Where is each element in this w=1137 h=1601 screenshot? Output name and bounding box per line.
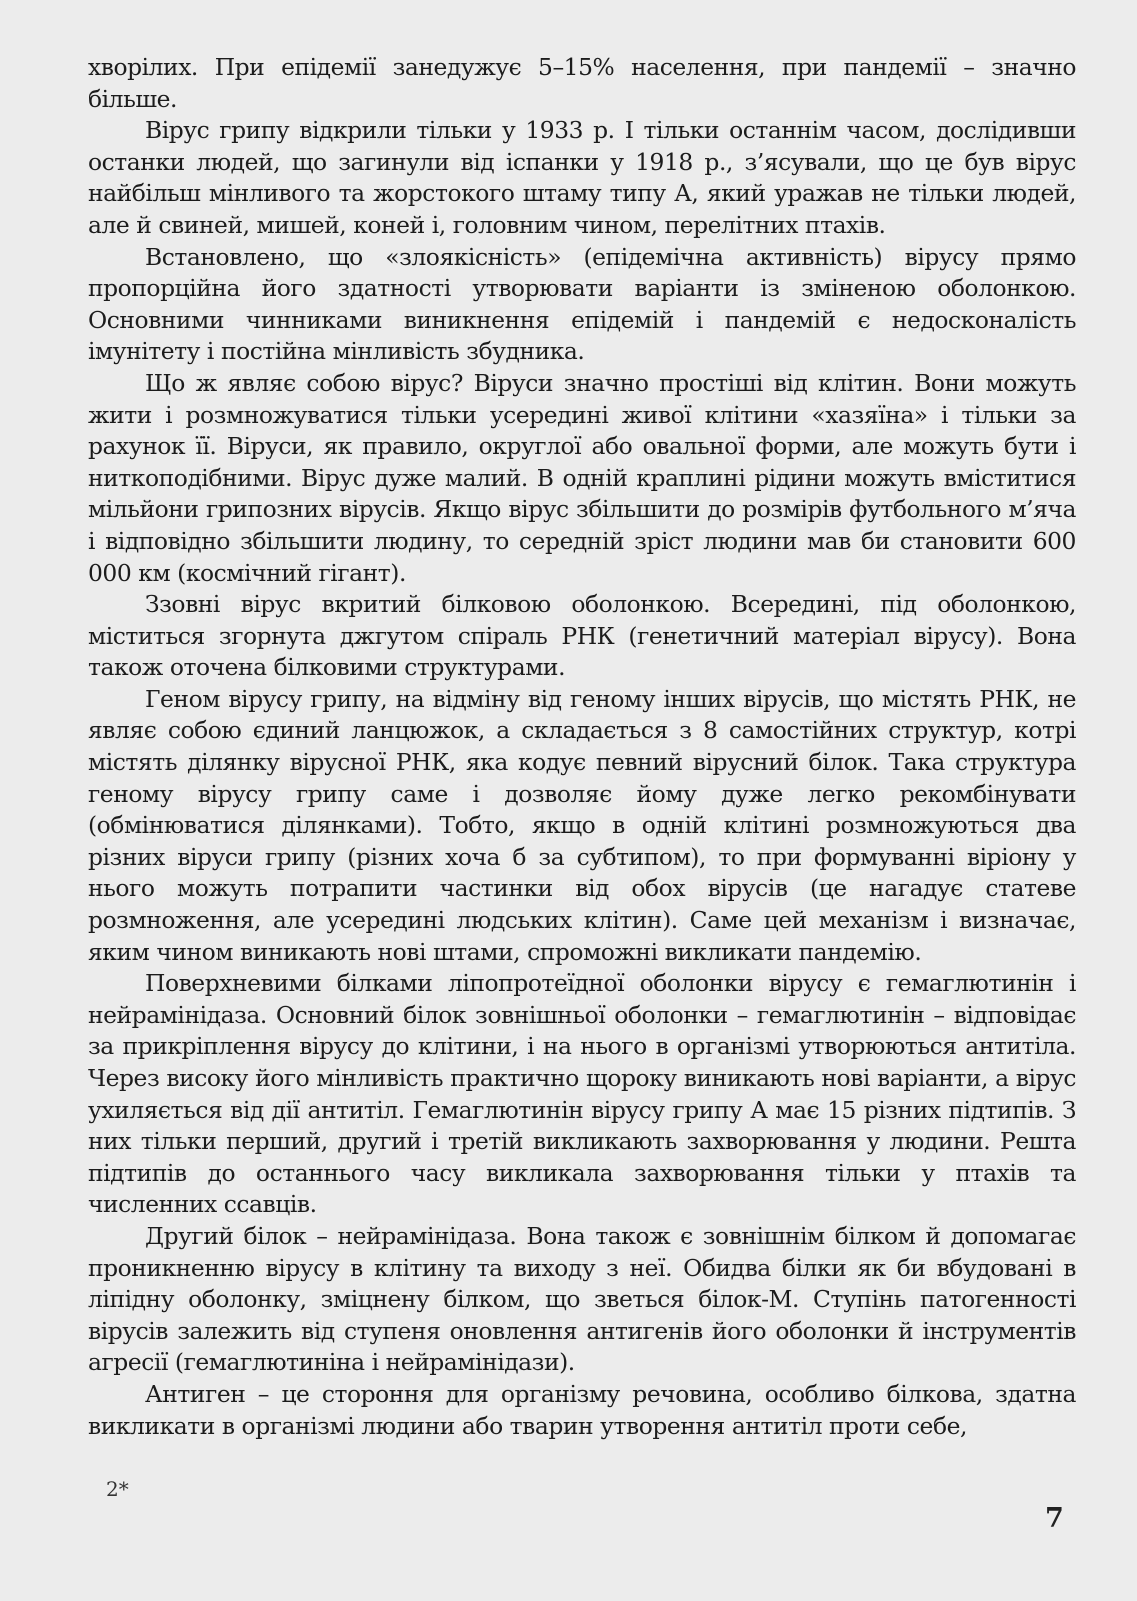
paragraph-virus-discovery: Вірус грипу відкрили тільки у 1933 р. І тільки останнім часом, дослідивши останки людей, що загинули від іспанки у 1918 р., з’ясували, що це був вірус найбільш мінливого та жорстокого штаму типу А, який уражав не тільки людей, але й свиней, мишей, коней і, головним чином, перелітних птахів. <box>88 116 1076 239</box>
page-number: 7 <box>1045 1503 1064 1534</box>
paragraph-genome: Геном вірусу грипу, на відміну від геному інших вірусів, що містять РНК, не являє собою єдиний ланцюжок, а складається з 8 самостійних структур, котрі містять ділянку вірусної РНК, яка кодує певний вірусний білок. Така структура геному вірусу грипу саме і дозволяє йому дуже легко рекомбінувати (обмінюватися ділянками). Тобто, якщо в одній клітині розмножуються два різних віруси грипу (різних хоча б за субтипом), то при формуванні віріону у нього можуть потрапити частинки від обох вірусів (це нагадує статеве розмноження, але усередині людських клітин). Саме цей механізм і визначає, яким чином виникають нові штами, спроможні викликати пандемію. <box>88 684 1076 966</box>
paragraph-antigen: Антиген – це стороння для організму речовина, особливо білкова, здатна викликати в організмі людини або тварин утворення антитіл проти себе, <box>88 1379 1076 1440</box>
paragraph-virus-structure: Ззовні вірус вкритий білковою оболонкою. Всередині, під оболонкою, міститься згорнута джгутом спіраль РНК (генетичний матеріал вірусу). Вона також оточена білковими структурами. <box>88 590 1076 682</box>
paragraph-surface-proteins: Поверхневими білками ліпопротеїдної оболонки вірусу є гемаглютинін і нейрамінідаза. Основний білок зовнішньої оболонки – гемаглютинін – відповідає за прикріплення вірусу до клітини, і на нього в організмі утворюються антитіла. Через високу його мінливість практично щороку виникають нові варіанти, а вірус ухиляється від дії антитіл. Гемаглютинін вірусу грипу А має 15 різних підтипів. З них тільки перший, другий і третій викликають захворювання у людини. Решта підтипів до останнього часу викликала захворювання тільки у птахів та численних ссавців. <box>88 969 1076 1219</box>
paragraph-neuraminidase: Другий білок – нейрамінідаза. Вона також є зовнішнім білком й допомагає проникненню вірусу в клітину та виходу з неї. Обидва білки як би вбудовані в ліпідну оболонку, зміцнену білком, що зветься білок-М. Ступінь патогенності вірусів залежить від ступеня оновлення антигенів його оболонки й інструментів агресії (гемаглютиніна і нейрамінідази). <box>88 1221 1076 1377</box>
signature-mark: 2* <box>106 1477 129 1501</box>
body-text <box>88 52 1076 1442</box>
paragraph-continuation: хворілих. При епідемії занедужує 5–15% населення, при пандемії – значно більше. <box>88 53 1076 113</box>
paragraph-what-is-virus: Що ж являє собою вірус? Віруси значно простіші від клітин. Вони можуть жити і розмножуватися тільки усередині живої клітини «хазяїна» і тільки за рахунок її. Віруси, як правило, округлої або овальної форми, але можуть бути і ниткоподібними. Вірус дуже малий. В одній краплині рідини можуть вміститися мільйони грипозних вірусів. Якщо вірус збільшити до розмірів футбольного м’яча і відповідно збільшити людину, то середній зріст людини мав би становити 600 000 км (космічний гігант). <box>88 368 1076 587</box>
paragraph-malignancy: Встановлено, що «злоякісність» (епідемічна активність) вірусу прямо пропорційна його здатності утворювати варіанти із зміненою оболонкою. Основними чинниками виникнення епідемій і пандемій є недосконалість імунітету і постійна мінливість збудника. <box>88 242 1076 366</box>
